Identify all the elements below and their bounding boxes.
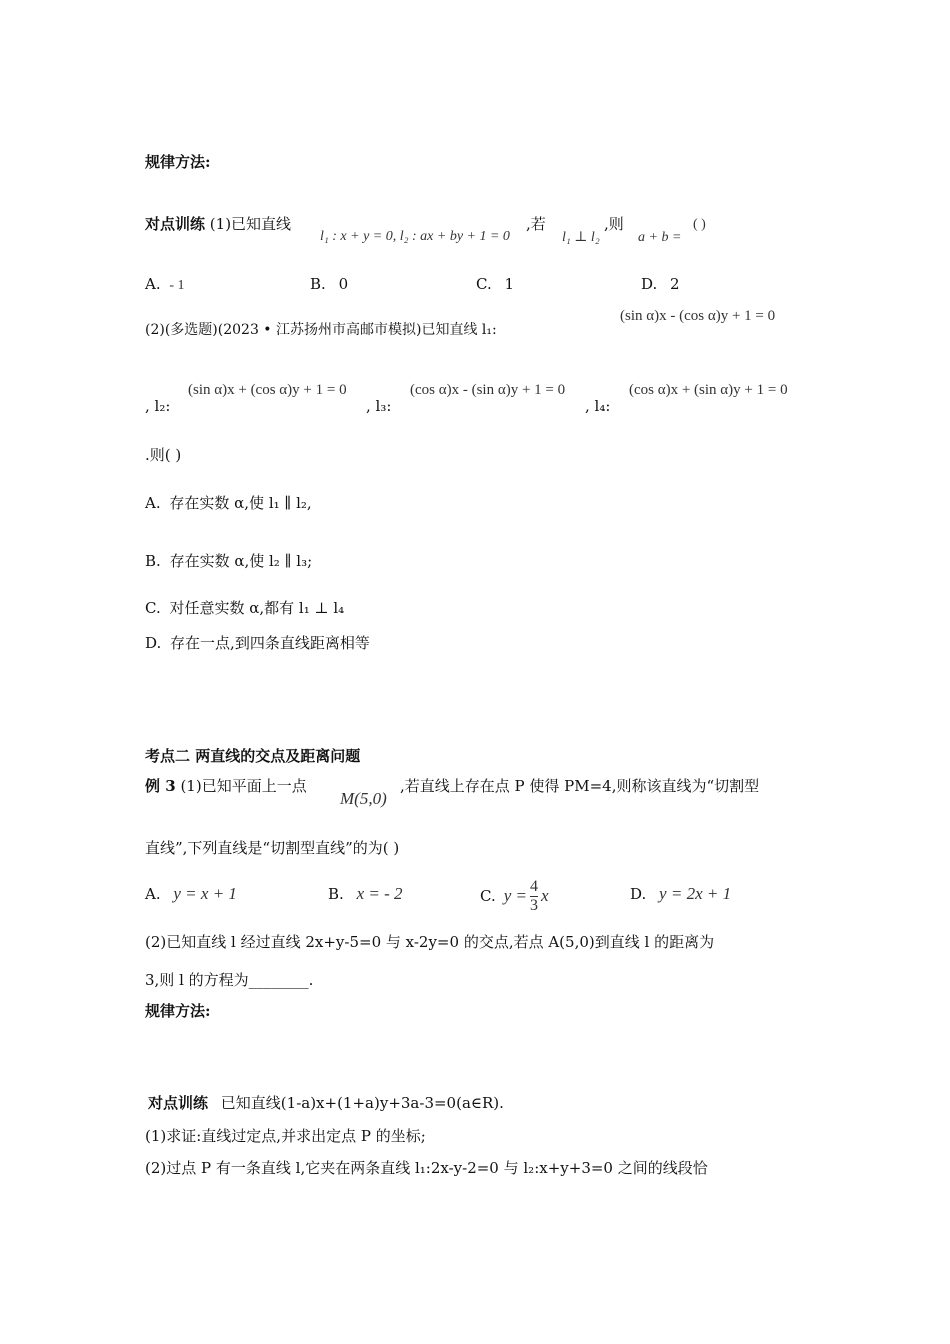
choice-text: 对任意实数 α,都有 l₁ ⊥ l₄: [169, 599, 345, 617]
q1-lines-eq: l₁ : x + y = 0, l₂ : ax + by + 1 = 0: [320, 229, 510, 244]
fraction-denominator: 3: [530, 896, 538, 914]
example-q2-b: 3,则 l 的方程为________.: [145, 971, 314, 989]
option-pre: y =: [503, 886, 527, 905]
option-label: C.: [476, 275, 492, 293]
example-q1-c: 直线”,下列直线是“切割型直线”的为( ): [145, 839, 400, 857]
method-label-1: 规律方法:: [145, 153, 211, 171]
l2-label: , l₂:: [145, 397, 171, 415]
q2-choice-c: [145, 598, 344, 618]
option-label: B.: [310, 275, 326, 293]
q1-expression: a + b =: [638, 230, 682, 245]
ex-option-a: [145, 884, 237, 904]
option-value: x = - 2: [356, 884, 403, 903]
choice-label: D.: [145, 634, 162, 652]
practice-part-1: (1)求证:直线过定点,并求出定点 P 的坐标;: [145, 1127, 426, 1145]
practice-label: 对点训练: [145, 215, 206, 233]
practice-text: 已知直线(1-a)x+(1+a)y+3a-3=0(a∈R).: [220, 1094, 504, 1112]
q1-option-a: [145, 274, 185, 296]
option-value: 1: [504, 275, 515, 293]
practice-part-2: (2)过点 P 有一条直线 l,它夹在两条直线 l₁:2x-y-2=0 与 l₂:x+y+3=0 之间的线段恰: [145, 1159, 708, 1177]
practice-q1-line: [145, 214, 291, 234]
q2-choice-a: [145, 493, 312, 513]
l1-equation: (sin α)x - (cos α)y + 1 = 0: [620, 308, 776, 324]
example-q1-a: (1)已知平面上一点: [180, 777, 307, 795]
fraction: [530, 878, 538, 915]
option-value: - 1: [169, 278, 185, 293]
option-post: x: [541, 886, 549, 905]
option-value: 2: [670, 275, 680, 293]
choice-label: A.: [145, 494, 161, 512]
l3-label: , l₃:: [366, 397, 392, 415]
q1-answer-paren: ( ): [693, 217, 706, 232]
option-label: B.: [328, 885, 344, 903]
choice-label: B.: [145, 552, 161, 570]
q2-then: .则( ): [145, 446, 182, 464]
q2-prefix: (2)(多选题)(2023 • 江苏扬州市高邮市模拟)已知直线 l₁:: [145, 322, 497, 338]
option-label: C.: [480, 887, 496, 905]
q1-option-b: [310, 274, 348, 294]
practice-label: 对点训练: [148, 1094, 209, 1112]
q1-prefix: (1)已知直线: [209, 215, 292, 233]
example-label: 例 3: [145, 777, 176, 795]
q1-option-c: [476, 274, 514, 294]
choice-text: 存在实数 α,使 l₁ ∥ l₂,: [169, 494, 312, 512]
option-label: D.: [641, 275, 658, 293]
ex-option-c: [480, 872, 549, 920]
choice-text: 存在实数 α,使 l₂ ∥ l₃;: [169, 552, 313, 570]
option-label: D.: [630, 885, 647, 903]
q1-condition: l₁ ⊥ l₂: [562, 230, 600, 245]
q2-choice-d: [145, 633, 370, 653]
q1-option-d: [641, 274, 680, 294]
option-label: A.: [145, 885, 161, 903]
choice-text: 存在一点,到四条直线距离相等: [170, 634, 370, 652]
practice-2-line: [148, 1093, 504, 1113]
q1-mid: ,若: [526, 215, 546, 233]
ex-option-d: [630, 884, 731, 904]
option-value: y = x + 1: [173, 884, 237, 903]
option-value: y = 2x + 1: [659, 884, 732, 903]
l4-equation: (cos α)x + (sin α)y + 1 = 0: [629, 382, 788, 398]
fraction-numerator: 4: [530, 877, 538, 895]
l4-label: , l₄:: [585, 397, 611, 415]
choice-label: C.: [145, 599, 161, 617]
l3-equation: (cos α)x - (sin α)y + 1 = 0: [410, 382, 566, 398]
option-value: 0: [338, 275, 349, 293]
ex-option-b: [328, 884, 403, 904]
method-label-2: 规律方法:: [145, 1002, 211, 1020]
option-label: A.: [145, 275, 161, 293]
section-heading: 考点二 两直线的交点及距离问题: [145, 747, 361, 765]
example-q2-a: (2)已知直线 l 经过直线 2x+y-5=0 与 x-2y=0 的交点,若点 A(5,0)到直线 l 的距离为: [145, 933, 715, 951]
point-m: M(5,0): [340, 789, 387, 808]
q1-then: ,则: [604, 215, 624, 233]
l2-equation: (sin α)x + (cos α)y + 1 = 0: [188, 382, 347, 398]
example-q1-b: ,若直线上存在点 P 使得 PM=4,则称该直线为“切割型: [400, 777, 760, 795]
q2-choice-b: [145, 551, 312, 571]
example-line-1: [145, 776, 307, 796]
